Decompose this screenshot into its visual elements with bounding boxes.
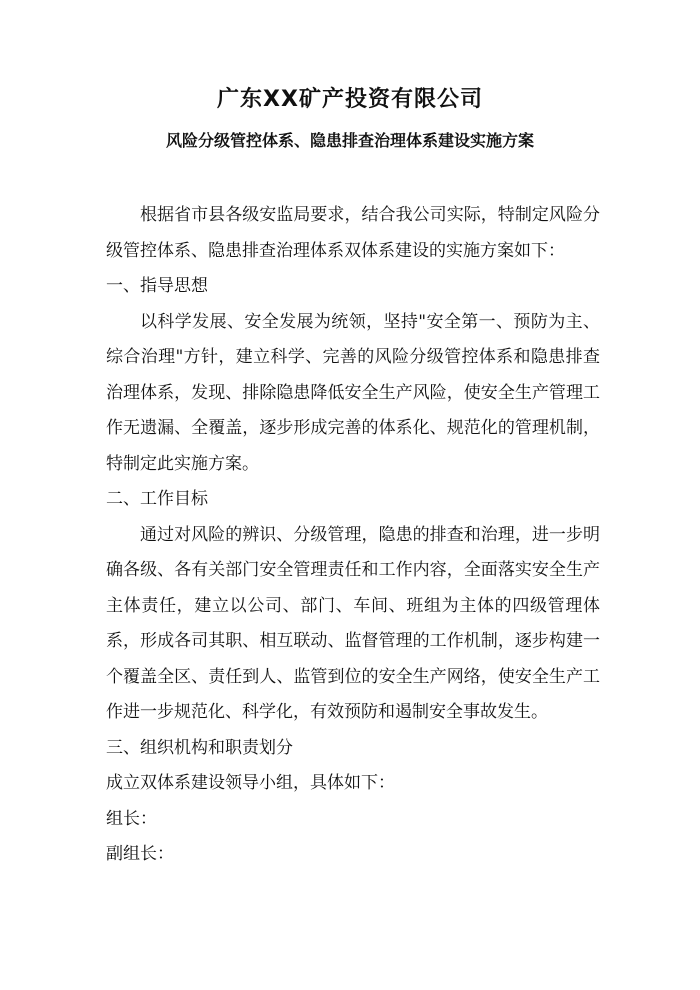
work-goals-paragraph: 通过对风险的辨识、分级管理，隐患的排查和治理，进一步明确各级、各有关部门安全管理责任和工作内容，全面落实安全生产主体责任，建立以公司、部门、车间、班组为主体的四级管理体系，形成各司其职、相互联动、监督管理的工作机制，逐步构建一个覆盖全区、责任到人、监管到位的安全生产网络，使安全生产工作进一步规范化、科学化，有效预防和遏制安全事故发生。 [106,524,600,722]
organization-intro-line: 成立双体系建设领导小组，具体如下： [106,773,395,793]
document-subtitle: 风险分级管控体系、隐患排查治理体系建设实施方案 [165,131,534,150]
leader-label: 组长： [106,808,157,829]
document-title: 广东XX矿产投资有限公司 [217,87,483,112]
document-body [106,198,600,873]
section-heading-work-goals: 二、工作目标 [106,489,208,509]
intro-paragraph: 根据省市县各级安监局要求，结合我公司实际，特制定风险分级管控体系、隐患排查治理体系双体系建设的实施方案如下： [106,205,600,261]
guiding-ideology-paragraph: 以科学发展、安全发展为统领，坚持"安全第一、预防为主、综合治理"方针，建立科学、完善的风险分级管控体系和隐患排查治理体系，发现、排除隐患降低安全生产风险，使安全生产管理工作无遗漏、全覆盖，逐步形成完善的体系化、规范化的管理机制，特制定此实施方案。 [106,311,600,474]
section-heading-organization: 三、组织机构和职责划分 [106,737,293,758]
deputy-leader-label: 副组长： [106,844,174,864]
section-heading-guiding-ideology: 一、指导思想 [106,276,208,296]
